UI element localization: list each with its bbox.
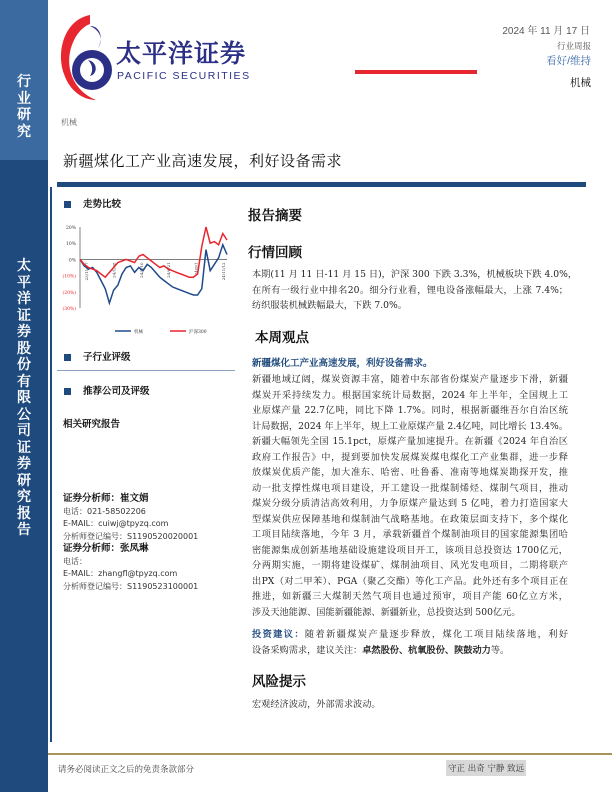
company-motto: 守正 出奇 宁静 致远 xyxy=(446,760,526,776)
text-line: 推进，如新疆三大煤制天然气项目也通过预审，项目产能 60亿立方米， xyxy=(252,591,568,602)
left-divider xyxy=(57,370,235,371)
y-tick-label: 0% xyxy=(68,258,76,264)
logo-en-text: PACIFIC SECURITIES xyxy=(117,70,251,82)
footer-rule xyxy=(48,753,612,755)
report-date: 2024 年 11 月 17 日 xyxy=(502,26,590,37)
view-heading: 本周观点 xyxy=(255,330,309,346)
trend-chart xyxy=(55,220,235,338)
analyst-phone: 电话： xyxy=(63,556,87,566)
x-tick-label: 24/11/12 xyxy=(221,262,226,281)
bullet-square-icon xyxy=(64,354,71,361)
sidebar-top-label: 行业研究 xyxy=(17,74,31,140)
page-title: 新疆煤化工产业高速发展，利好设备需求 xyxy=(63,152,343,170)
x-tick-label: 23/11/17 xyxy=(84,262,89,281)
report-type: 行业周报 xyxy=(556,41,591,51)
recommended-stocks: 卓然股份、杭氧股份、陕鼓动力 xyxy=(362,644,491,656)
rating-badge: 看好/维持 xyxy=(546,55,591,67)
text-line: 新疆地域辽阔，煤炭资源丰富，随着中东部省份煤炭产量逐步下滑，新疆 xyxy=(252,374,568,385)
y-tick-label: (30%) xyxy=(62,307,76,312)
risk-heading: 风险提示 xyxy=(252,674,306,690)
logo-cn-text: 太平洋证券 xyxy=(116,39,247,68)
disclaimer-text: 请务必阅读正文之后的免责条款部分 xyxy=(58,765,195,775)
industry-label: 机械 xyxy=(570,77,591,89)
related-reports-heading: 相关研究报告 xyxy=(63,419,121,430)
y-tick-label: (10%) xyxy=(62,274,76,280)
text-line: 型煤炭供应保障基地和煤制油气战略基地。在政策层面支持下，多个煤化 xyxy=(252,513,568,525)
y-tick-label: 10% xyxy=(65,242,76,248)
analyst-block xyxy=(63,493,198,593)
left-column-rule xyxy=(50,187,52,742)
text-line: 放煤炭优质产能，加大准东、哈密、吐鲁番、准南等地煤炭勘探开发，推 xyxy=(252,467,568,478)
analyst-name: 证券分析师：张凤琳 xyxy=(63,543,149,554)
analyst-email[interactable]: E-MAIL：zhangfl@tpyzq.com xyxy=(63,569,178,578)
text-line: 煤炭开采持续发力。根据国家统计局数据，2024 年上半年，全国规上工 xyxy=(252,389,568,401)
trend-heading: 走势比较 xyxy=(64,196,121,210)
text-line: 在所有一级行业中排名20。细分行业看，锂电设备涨幅最大，上涨 7.4%； xyxy=(252,284,568,296)
legend-label: 机械 xyxy=(134,330,143,335)
analyst-name: 证券分析师：崔文娟 xyxy=(63,493,149,504)
y-tick-label: 20% xyxy=(65,226,76,231)
bullet-square-icon xyxy=(64,201,71,208)
text-line: 计局数据，2024 年上半年，规上工业原煤产量 2.4亿吨，同比增长 13.4%。 xyxy=(252,420,568,432)
text-line: 工项目陆续落地，今年 3 月，承载新疆首个煤制油项目的国家能源集团哈 xyxy=(252,529,568,540)
text-line: 涉及天池能源、国能新疆能源、新疆新业，总投资达到 500亿元。 xyxy=(252,606,521,618)
analyst-cert: 分析师登记编号：S1190520020001 xyxy=(63,531,199,541)
title-rule xyxy=(57,182,586,187)
analyst-email[interactable]: E-MAIL：cuiwj@tpyzq.com xyxy=(63,519,169,528)
analyst-cert: 分析师登记编号：S1190523100001 xyxy=(63,581,199,591)
bullet-square-icon xyxy=(64,388,71,395)
text-line: 出PX（对二甲苯）、PGA（聚乙交酯）等化工产品。此外还有多个项目正在 xyxy=(252,575,568,587)
text-line: 新疆大幅领先全国 15.1pct，原煤产量加速提升。在新疆《2024 年自治区 xyxy=(252,436,568,447)
analyst-phone: 电话：021-58502206 xyxy=(63,506,146,516)
recommend-heading: 推荐公司及评级 xyxy=(64,383,150,397)
category-label: 机械 xyxy=(61,118,77,127)
summary-heading: 报告摘要 xyxy=(248,208,302,224)
text-line: 本期(11 月 11 日-11 月 15 日)，沪深 300 下跌 3.3%，机械板块下跌 4.0%， xyxy=(252,269,578,280)
invest-label: 投资建议： xyxy=(252,629,305,640)
text-line: 密能源集成创新基地基础设施建设项目开工，该项目总投资达 1700亿元， xyxy=(252,544,568,556)
review-paragraph xyxy=(252,267,578,314)
text-line: 分两期实施，一期将建设煤矿、煤制油项目、风光发电项目，二期将联产 xyxy=(252,560,568,571)
x-tick-label: 24/1/28 xyxy=(111,262,117,278)
sub-rating-heading: 子行业评级 xyxy=(64,349,131,363)
review-heading: 行情回顾 xyxy=(248,245,302,261)
y-tick-label: (20%) xyxy=(62,290,76,296)
view-paragraph xyxy=(252,372,568,620)
header-red-rule xyxy=(355,70,477,74)
view-subtitle: 新疆煤化工产业高速发展，利好设备需求。 xyxy=(252,358,433,369)
text-line: 业原煤产量 22.7亿吨，同比下降 1.7%。同时，根据新疆维吾尔自治区统 xyxy=(252,405,568,416)
legend-label: 沪深300 xyxy=(189,330,207,335)
text-line: 煤炭分级分质清洁高效利用，力争原煤产量达到 5 亿吨，着力打造国家大 xyxy=(252,498,568,509)
x-tick-label: 24/6/21 xyxy=(166,262,172,278)
text-line: 政府工作报告》中，提到要加快发展煤炭煤电煤化工产业集群，进一步释 xyxy=(252,451,568,463)
x-tick-label: 24/9/1 xyxy=(193,262,199,276)
company-logo-icon xyxy=(54,12,114,102)
sidebar-bottom-label: 太平洋证券股份有限公司证券研究报告 xyxy=(17,258,31,538)
text-line: 纺织服装机械跌幅最大，下跌 7.0%。 xyxy=(252,300,407,311)
investment-advice: 投资建议：随着新疆煤炭产量逐步释放，煤化工项目陆续落地，利好 设备采购需求，建议关注：卓然股份、杭氧股份、陕鼓动力等。 xyxy=(252,629,569,656)
x-tick-label: 24/4/10 xyxy=(138,262,144,278)
text-line: 动一批支撑性煤电项目建设，开工建设一批煤制烯烃、煤制气项目，推动 xyxy=(252,482,568,494)
risk-text: 宏观经济波动，外部需求波动。 xyxy=(252,699,381,710)
